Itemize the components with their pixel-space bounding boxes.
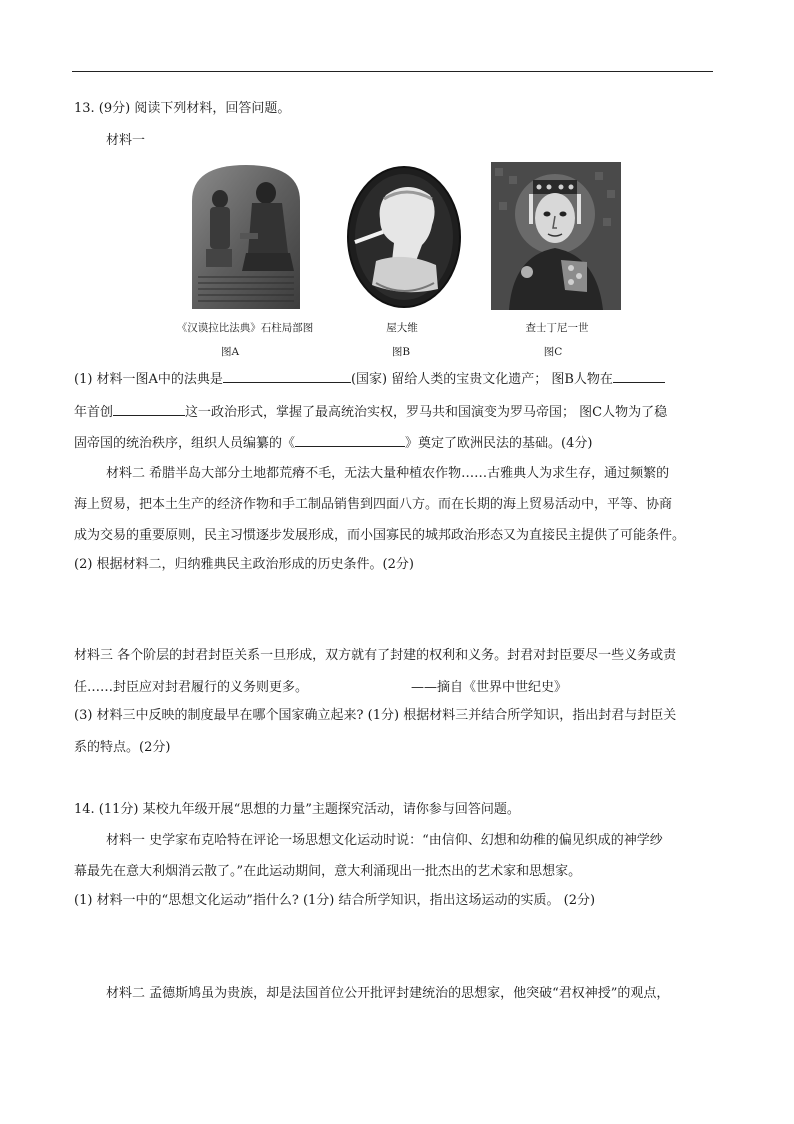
q13-part1-line3: 固帝国的统治秩序，组织人员编纂的《 》奠定了欧洲民法的基础。(4分) [74,436,593,451]
figure-a-label: 图A [220,346,240,358]
answer-blank-year[interactable] [613,370,665,383]
q13-material2-line3: 成为交易的重要原则，民主习惯逐步发展形成，而小国寡民的城邦政治形态又为直接民主提供了可能条件。 [74,528,686,543]
justinian-mosaic-image [491,162,621,310]
q14-header: 14. (11分) 某校九年级开展“思想的力量”主题探究活动，请你参与回答问题。 [74,802,520,817]
q13-material3-line1: 材料三 各个阶层的封君封臣关系一旦形成，双方就有了封建的权利和义务。封君对封臣要尽一些义务或责 [74,648,677,663]
figure-a-caption: 《汉谟拉比法典》石柱局部图 [176,322,314,334]
q13-material1-label: 材料一 [106,133,146,148]
q13-material3-line2: 任……封臣应对封君履行的义务则更多。 [74,680,309,695]
hammurabi-stele-image [186,163,306,309]
figure-b-caption: 屋大维 [386,322,418,334]
header-rule [72,71,713,72]
q13-part1-line2: 年首创 这一政治形式，掌握了最高统治实权，罗马共和国演变为罗马帝国； 图C人物为了稳 [74,405,668,420]
q14-material2-line1: 材料二 孟德斯鸠虽为贵族，却是法国首位公开批评封建统治的思想家，他突破“君权神授”的观点， [106,986,670,1001]
q13-material3-source: ——摘自《世界中世纪史》 [411,680,568,695]
q13-question3-line2: 系的特点。(2分) [74,740,171,755]
answer-blank-political-form[interactable] [113,403,185,416]
q14-material1-line2: 幕最先在意大利烟消云散了。”在此运动期间，意大利涌现出一批杰出的艺术家和思想家。 [74,864,582,879]
q13-material2-line2: 海上贸易，把本土生产的经济作物和手工制品销售到四面八方。而在长期的海上贸易活动中，平等、协商 [74,497,673,512]
q13-header: 13. (9分) 阅读下列材料，回答问题。 [74,101,291,116]
figure-c-caption: 查士丁尼一世 [525,322,589,334]
q13-material2-line1: 材料二 希腊半岛大部分土地都荒瘠不毛，无法大量种植农作物……古雅典人为求生存，通过频繁的 [106,466,670,481]
answer-blank-code-name[interactable] [295,434,405,447]
q13-question3-line1: (3) 材料三中反映的制度最早在哪个国家确立起来? (1分) 根据材料三并结合所学知识，指出封君与封臣关 [74,708,677,723]
figure-b-label: 图B [391,346,411,358]
q13-part1-line1: (1) 材料一图A中的法典是 (国家) 留给人类的宝贵文化遗产； 图B人物在 [74,370,665,388]
answer-blank-law-country[interactable] [223,370,351,383]
q14-question1: (1) 材料一中的“思想文化运动”指什么? (1分) 结合所学知识，指出这场运动的实质。 (2分) [74,893,596,908]
figure-c-label: 图C [543,346,563,358]
q14-material1-line1: 材料一 史学家布克哈特在评论一场思想文化运动时说：“由信仰、幻想和幼稚的偏见织成的神学纱 [106,833,663,848]
octavian-cameo-image [346,165,462,309]
q13-question2: (2) 根据材料二，归纳雅典民主政治形成的历史条件。(2分) [74,557,414,572]
